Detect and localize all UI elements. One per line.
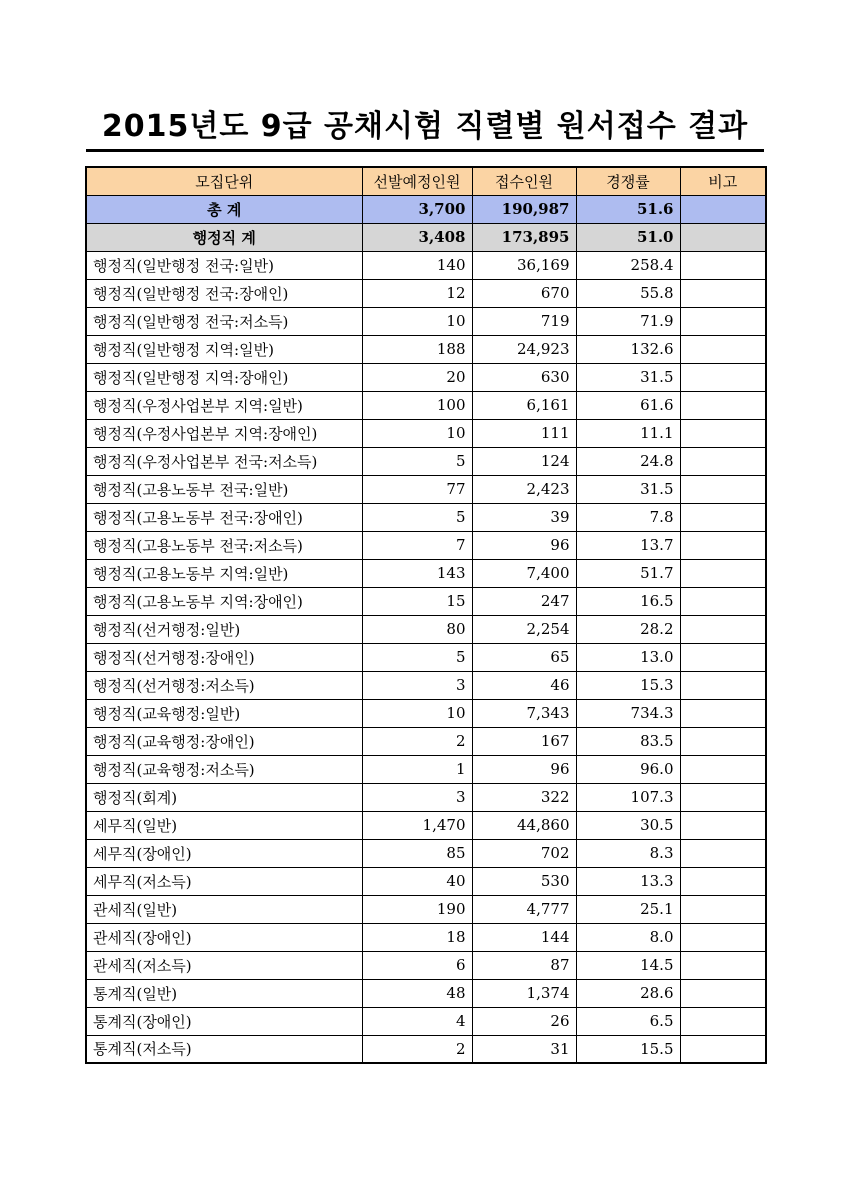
cell-planned: 2 — [362, 727, 472, 755]
cell-unit: 관세직(장애인) — [86, 923, 362, 951]
table-row — [86, 363, 766, 391]
cell-applicants: 719 — [472, 307, 576, 335]
cell-unit: 행정직(고용노동부 전국:저소득) — [86, 531, 362, 559]
cell-unit: 행정직(우정사업본부 지역:일반) — [86, 391, 362, 419]
total-planned: 3,700 — [362, 195, 472, 223]
subtotal-name: 행정직 계 — [86, 223, 362, 251]
cell-planned: 3 — [362, 671, 472, 699]
cell-applicants: 4,777 — [472, 895, 576, 923]
cell-ratio: 51.7 — [576, 559, 680, 587]
cell-note — [680, 447, 766, 475]
cell-unit: 행정직(교육행정:장애인) — [86, 727, 362, 755]
cell-unit: 행정직(일반행정 전국:일반) — [86, 251, 362, 279]
cell-unit: 행정직(고용노동부 지역:일반) — [86, 559, 362, 587]
cell-note — [680, 419, 766, 447]
cell-applicants: 530 — [472, 867, 576, 895]
table-row — [86, 755, 766, 783]
cell-note — [680, 755, 766, 783]
cell-planned: 3 — [362, 783, 472, 811]
total-note — [680, 195, 766, 223]
cell-planned: 140 — [362, 251, 472, 279]
cell-applicants: 247 — [472, 587, 576, 615]
cell-planned: 18 — [362, 923, 472, 951]
cell-applicants: 96 — [472, 531, 576, 559]
cell-note — [680, 671, 766, 699]
cell-unit: 행정직(고용노동부 전국:장애인) — [86, 503, 362, 531]
cell-ratio: 24.8 — [576, 447, 680, 475]
cell-applicants: 96 — [472, 755, 576, 783]
cell-applicants: 2,254 — [472, 615, 576, 643]
grand-total-row — [86, 195, 766, 223]
cell-note — [680, 531, 766, 559]
cell-note — [680, 895, 766, 923]
header-unit: 모집단위 — [86, 167, 362, 195]
cell-planned: 20 — [362, 363, 472, 391]
cell-note — [680, 727, 766, 755]
cell-planned: 7 — [362, 531, 472, 559]
cell-planned: 1 — [362, 755, 472, 783]
cell-unit: 행정직(우정사업본부 전국:저소득) — [86, 447, 362, 475]
cell-unit: 세무직(일반) — [86, 811, 362, 839]
cell-planned: 1,470 — [362, 811, 472, 839]
cell-planned: 10 — [362, 419, 472, 447]
cell-planned: 6 — [362, 951, 472, 979]
cell-applicants: 31 — [472, 1035, 576, 1063]
cell-note — [680, 307, 766, 335]
cell-applicants: 39 — [472, 503, 576, 531]
cell-planned: 77 — [362, 475, 472, 503]
cell-applicants: 36,169 — [472, 251, 576, 279]
table-row — [86, 867, 766, 895]
cell-ratio: 7.8 — [576, 503, 680, 531]
cell-planned: 2 — [362, 1035, 472, 1063]
cell-ratio: 25.1 — [576, 895, 680, 923]
cell-planned: 5 — [362, 447, 472, 475]
table-row — [86, 531, 766, 559]
cell-note — [680, 643, 766, 671]
cell-applicants: 65 — [472, 643, 576, 671]
table-row — [86, 951, 766, 979]
cell-applicants: 1,374 — [472, 979, 576, 1007]
cell-ratio: 30.5 — [576, 811, 680, 839]
cell-ratio: 96.0 — [576, 755, 680, 783]
cell-note — [680, 867, 766, 895]
cell-applicants: 144 — [472, 923, 576, 951]
cell-ratio: 8.0 — [576, 923, 680, 951]
cell-unit: 행정직(고용노동부 지역:장애인) — [86, 587, 362, 615]
table-row — [86, 811, 766, 839]
cell-applicants: 7,400 — [472, 559, 576, 587]
page-title: 2015년도 9급 공채시험 직렬별 원서접수 결과 — [101, 109, 749, 144]
cell-applicants: 26 — [472, 1007, 576, 1035]
total-applicants: 190,987 — [472, 195, 576, 223]
cell-unit: 세무직(저소득) — [86, 867, 362, 895]
cell-unit: 행정직(선거행정:장애인) — [86, 643, 362, 671]
cell-note — [680, 251, 766, 279]
table-row — [86, 979, 766, 1007]
cell-note — [680, 979, 766, 1007]
cell-planned: 190 — [362, 895, 472, 923]
cell-ratio: 16.5 — [576, 587, 680, 615]
table-row — [86, 419, 766, 447]
cell-ratio: 15.5 — [576, 1035, 680, 1063]
cell-applicants: 670 — [472, 279, 576, 307]
cell-applicants: 46 — [472, 671, 576, 699]
cell-ratio: 31.5 — [576, 363, 680, 391]
subtotal-planned: 3,408 — [362, 223, 472, 251]
cell-note — [680, 1035, 766, 1063]
cell-planned: 80 — [362, 615, 472, 643]
cell-planned: 188 — [362, 335, 472, 363]
cell-note — [680, 615, 766, 643]
table-row — [86, 643, 766, 671]
header-note: 비고 — [680, 167, 766, 195]
cell-applicants: 6,161 — [472, 391, 576, 419]
cell-note — [680, 699, 766, 727]
cell-unit: 관세직(일반) — [86, 895, 362, 923]
cell-applicants: 24,923 — [472, 335, 576, 363]
cell-applicants: 111 — [472, 419, 576, 447]
cell-applicants: 630 — [472, 363, 576, 391]
cell-unit: 세무직(장애인) — [86, 839, 362, 867]
cell-applicants: 322 — [472, 783, 576, 811]
cell-unit: 행정직(교육행정:일반) — [86, 699, 362, 727]
table-row — [86, 839, 766, 867]
cell-note — [680, 587, 766, 615]
total-ratio: 51.6 — [576, 195, 680, 223]
table-row — [86, 559, 766, 587]
cell-unit: 관세직(저소득) — [86, 951, 362, 979]
subtotal-row — [86, 223, 766, 251]
cell-ratio: 71.9 — [576, 307, 680, 335]
cell-unit: 행정직(우정사업본부 지역:장애인) — [86, 419, 362, 447]
cell-note — [680, 783, 766, 811]
cell-note — [680, 475, 766, 503]
cell-note — [680, 279, 766, 307]
table-row — [86, 475, 766, 503]
cell-unit: 행정직(선거행정:저소득) — [86, 671, 362, 699]
table-row — [86, 923, 766, 951]
table-row — [86, 307, 766, 335]
cell-planned: 10 — [362, 699, 472, 727]
table-row — [86, 727, 766, 755]
table-row — [86, 279, 766, 307]
table-row — [86, 587, 766, 615]
cell-ratio: 31.5 — [576, 475, 680, 503]
cell-ratio: 6.5 — [576, 1007, 680, 1035]
total-name: 총 계 — [86, 195, 362, 223]
cell-planned: 5 — [362, 503, 472, 531]
cell-ratio: 107.3 — [576, 783, 680, 811]
cell-applicants: 44,860 — [472, 811, 576, 839]
header-ratio: 경쟁률 — [576, 167, 680, 195]
table-row — [86, 615, 766, 643]
table-header-row — [86, 167, 766, 195]
cell-ratio: 11.1 — [576, 419, 680, 447]
cell-applicants: 87 — [472, 951, 576, 979]
cell-planned: 15 — [362, 587, 472, 615]
cell-ratio: 8.3 — [576, 839, 680, 867]
table-row — [86, 503, 766, 531]
cell-unit: 행정직(일반행정 전국:저소득) — [86, 307, 362, 335]
cell-unit: 행정직(일반행정 지역:일반) — [86, 335, 362, 363]
cell-applicants: 2,423 — [472, 475, 576, 503]
cell-planned: 100 — [362, 391, 472, 419]
cell-unit: 행정직(교육행정:저소득) — [86, 755, 362, 783]
table-row — [86, 671, 766, 699]
cell-planned: 5 — [362, 643, 472, 671]
cell-applicants: 167 — [472, 727, 576, 755]
cell-unit: 통계직(저소득) — [86, 1035, 362, 1063]
cell-planned: 10 — [362, 307, 472, 335]
cell-ratio: 734.3 — [576, 699, 680, 727]
cell-ratio: 61.6 — [576, 391, 680, 419]
table-row — [86, 335, 766, 363]
cell-ratio: 55.8 — [576, 279, 680, 307]
title-underline — [86, 149, 764, 152]
cell-applicants: 702 — [472, 839, 576, 867]
cell-planned: 85 — [362, 839, 472, 867]
cell-unit: 행정직(고용노동부 전국:일반) — [86, 475, 362, 503]
cell-note — [680, 391, 766, 419]
cell-note — [680, 811, 766, 839]
cell-note — [680, 923, 766, 951]
cell-note — [680, 363, 766, 391]
cell-planned: 40 — [362, 867, 472, 895]
table-row — [86, 391, 766, 419]
table-row — [86, 251, 766, 279]
cell-applicants: 124 — [472, 447, 576, 475]
table-row — [86, 1035, 766, 1063]
cell-note — [680, 951, 766, 979]
cell-unit: 통계직(장애인) — [86, 1007, 362, 1035]
cell-unit: 행정직(회계) — [86, 783, 362, 811]
cell-ratio: 258.4 — [576, 251, 680, 279]
cell-note — [680, 1007, 766, 1035]
table-row — [86, 699, 766, 727]
cell-ratio: 28.6 — [576, 979, 680, 1007]
header-planned: 선발예정인원 — [362, 167, 472, 195]
cell-note — [680, 839, 766, 867]
cell-ratio: 13.3 — [576, 867, 680, 895]
cell-planned: 12 — [362, 279, 472, 307]
cell-note — [680, 503, 766, 531]
subtotal-applicants: 173,895 — [472, 223, 576, 251]
cell-unit: 행정직(선거행정:일반) — [86, 615, 362, 643]
cell-ratio: 13.7 — [576, 531, 680, 559]
results-table — [85, 166, 767, 1064]
cell-ratio: 83.5 — [576, 727, 680, 755]
cell-note — [680, 335, 766, 363]
subtotal-note — [680, 223, 766, 251]
cell-ratio: 15.3 — [576, 671, 680, 699]
cell-planned: 48 — [362, 979, 472, 1007]
table-row — [86, 447, 766, 475]
header-applicants: 접수인원 — [472, 167, 576, 195]
table-row — [86, 783, 766, 811]
cell-ratio: 13.0 — [576, 643, 680, 671]
cell-ratio: 132.6 — [576, 335, 680, 363]
subtotal-ratio: 51.0 — [576, 223, 680, 251]
cell-unit: 통계직(일반) — [86, 979, 362, 1007]
cell-applicants: 7,343 — [472, 699, 576, 727]
cell-ratio: 28.2 — [576, 615, 680, 643]
cell-note — [680, 559, 766, 587]
cell-unit: 행정직(일반행정 지역:장애인) — [86, 363, 362, 391]
cell-planned: 143 — [362, 559, 472, 587]
cell-unit: 행정직(일반행정 전국:장애인) — [86, 279, 362, 307]
table-row — [86, 895, 766, 923]
cell-ratio: 14.5 — [576, 951, 680, 979]
table-row — [86, 1007, 766, 1035]
cell-planned: 4 — [362, 1007, 472, 1035]
